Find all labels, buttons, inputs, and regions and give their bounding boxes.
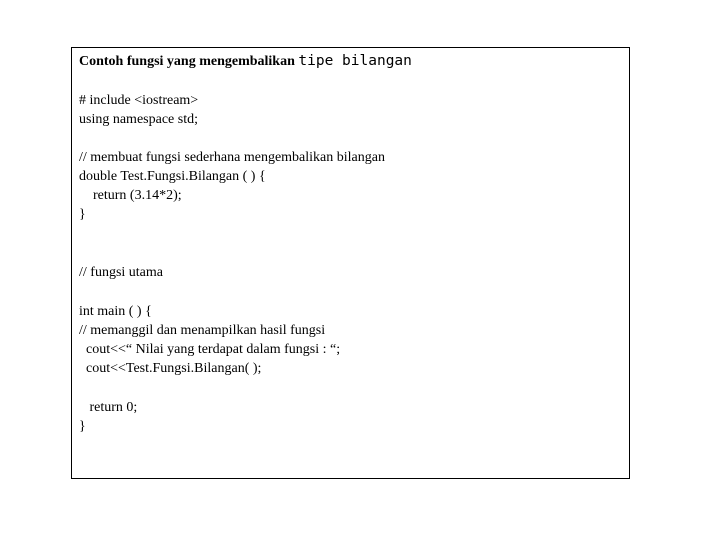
code-line-cout-text: cout<<“ Nilai yang terdapat dalam fungsi : “; xyxy=(79,342,341,357)
code-line-namespace: using namespace std; xyxy=(79,112,198,127)
code-line-function-close: } xyxy=(79,207,86,222)
code-line-return-value: return (3.14*2); xyxy=(79,188,182,203)
page-title xyxy=(79,52,412,71)
code-line-comment-call: // memanggil dan menampilkan hasil fungsi xyxy=(79,323,326,338)
code-line-include: # include <iostream> xyxy=(79,93,199,108)
code-line-function-signature: double Test.Fungsi.Bilangan ( ) { xyxy=(79,169,266,184)
code-line-return-zero: return 0; xyxy=(79,400,138,415)
title-text: Contoh fungsi yang mengembalikan xyxy=(79,54,295,69)
code-line-comment-function: // membuat fungsi sederhana mengembalikan bilangan xyxy=(79,150,385,165)
code-line-main-signature: int main ( ) { xyxy=(79,304,152,319)
code-line-comment-main: // fungsi utama xyxy=(79,265,163,280)
code-line-main-close: } xyxy=(79,419,86,434)
title-mono-text: tipe bilangan xyxy=(298,53,412,69)
code-line-cout-call: cout<<Test.Fungsi.Bilangan( ); xyxy=(79,361,262,376)
